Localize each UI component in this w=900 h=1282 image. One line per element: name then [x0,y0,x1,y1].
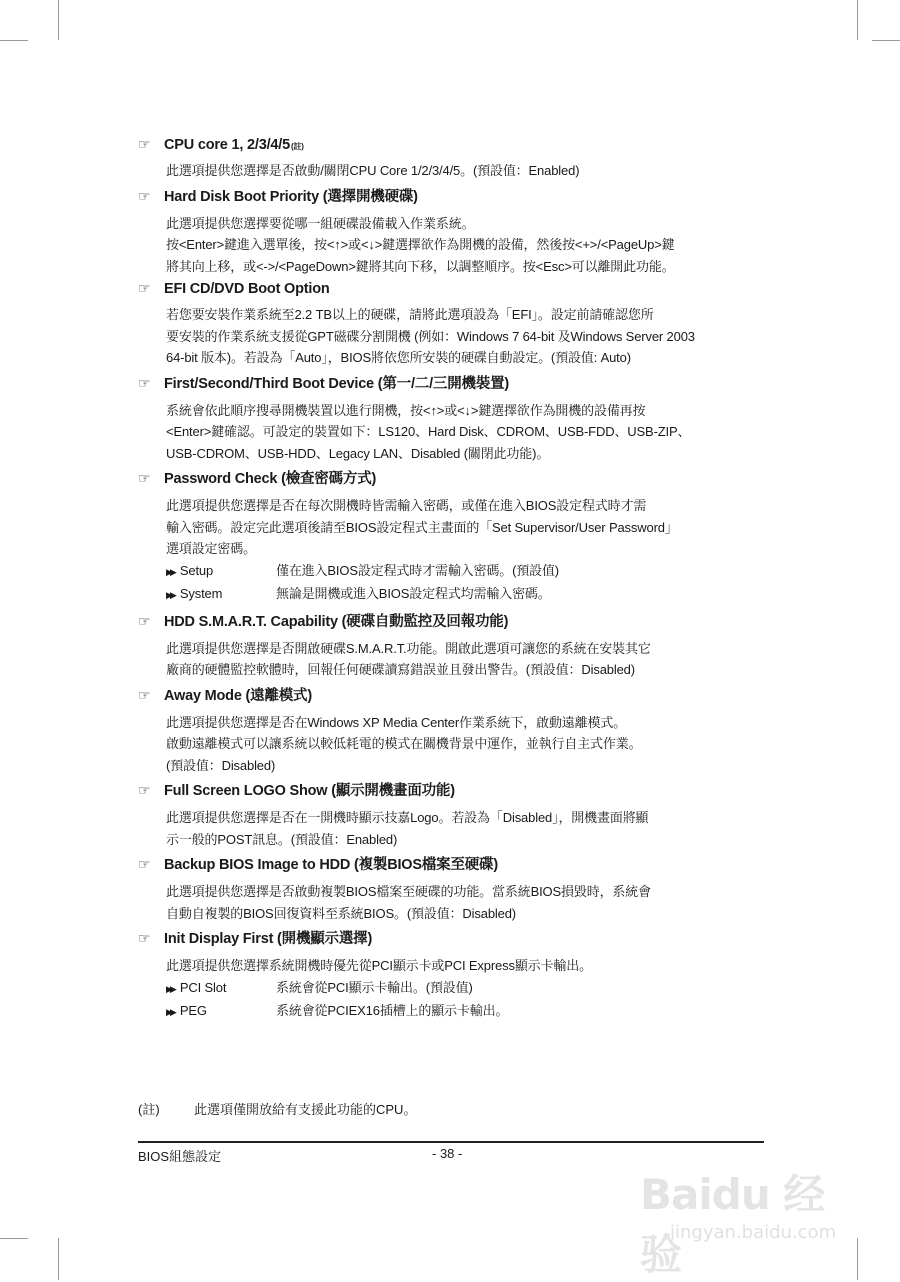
hand-pointer-icon: ☞ [138,280,151,296]
section-title [138,779,768,800]
section-backup-bios [138,853,768,924]
body-line: 自動自複製的BIOS回復資料至系統BIOS。(預設值：Disabled) [166,905,516,921]
body-line: (預設值：Disabled) [166,757,276,773]
section-body [166,807,768,850]
page-number: - 38 - [432,1146,463,1161]
body-line: 若您要安裝作業系統至2.2 TB以上的硬碟，請將此選項設為「EFI」。設定前請確認您所 [166,307,654,322]
footnote-text: 此選項僅開放給有支援此功能的CPU。 [194,1102,417,1117]
double-arrow-icon: ▶▶ [166,1007,174,1017]
section-title-text: Backup BIOS Image to HDD (複製BIOS檔案至硬碟) [164,857,498,873]
hand-pointer-icon: ☞ [138,782,151,798]
option-key-text: System [179,586,223,601]
section-title-text: EFI CD/DVD Boot Option [164,281,330,297]
body-line: 啟動遠離模式可以讓系統以較低耗電的模式在關機背景中運作，並執行自主式作業。 [166,736,642,751]
footnote-ref: (註) [290,142,304,151]
section-body [166,400,768,465]
section-body [166,712,768,777]
body-line: <Enter>鍵確認。可設定的裝置如下：LS120、Hard Disk、CDROM、USB-FDD、USB-ZIP、 [166,424,691,439]
section-title [138,185,768,206]
section-body [166,881,768,924]
section-title-text: Full Screen LOGO Show (顯示開機畫面功能) [164,783,455,799]
option-key [166,977,276,1001]
option-key-text: PCI Slot [179,979,227,995]
body-line: 此選項提供您選擇要從哪一組硬碟設備載入作業系統。 [166,215,475,231]
option-row [166,560,768,584]
section-title-text: HDD S.M.A.R.T. Capability (硬碟自動監控及回報功能) [164,613,509,630]
body-line: 示一般的POST訊息。(預設值：Enabled) [166,831,398,847]
body-line: 此選項提供您選擇是否在一開機時顯示技嘉Logo。若設為「Disabled」，開機畫面將顯 [166,810,649,825]
option-row [166,1000,768,1024]
section-title [138,372,768,393]
hand-pointer-icon: ☞ [138,930,151,946]
section-title-text: First/Second/Third Boot Device (第一/二/三開機裝置) [164,375,510,392]
watermark-logo: Baidu 经验 [640,1170,825,1279]
double-arrow-icon: ▶▶ [166,590,174,600]
option-desc: 系統會從PCIEX16插槽上的顯示卡輸出。 [276,1003,509,1018]
option-key [166,560,276,584]
section-title [138,853,768,874]
option-desc: 無論是開機或進入BIOS設定程式均需輸入密碼。 [276,586,551,601]
section-hdd-smart [138,610,768,681]
section-title [138,927,768,948]
section-hdd-boot-priority [138,185,768,278]
body-line: 此選項提供您選擇是否啟動複製BIOS檔案至硬碟的功能。當系統BIOS損毀時，系統會 [166,884,651,899]
section-body [166,213,768,278]
hand-pointer-icon: ☞ [138,612,151,629]
crop-mark [0,1238,28,1239]
double-arrow-icon: ▶▶ [166,983,174,994]
section-body [166,638,768,681]
hand-pointer-icon: ☞ [138,136,151,152]
crop-mark [58,0,59,40]
body-line: 此選項提供您選擇是否在Windows XP Media Center作業系統下，啟動遠離模式。 [166,714,627,730]
section-title [138,280,768,297]
crop-mark [58,1238,59,1280]
hand-pointer-icon: ☞ [138,470,151,486]
body-line: 廠商的硬體監控軟體時，回報任何硬碟讀寫錯誤並且發出警告。(預設值：Disabled) [166,662,635,677]
body-line: USB-CDROM、USB-HDD、Legacy LAN、Disabled (關閉此功能)。 [166,445,550,461]
body-line: 選項設定密碼。 [166,541,256,556]
crop-mark [872,40,900,41]
section-boot-device [138,372,768,465]
section-title [138,467,768,488]
option-key-text: PEG [179,1003,207,1018]
body-line: 輸入密碼。設定完此選項後請至BIOS設定程式主畫面的「Set Supervisor/User Password」 [166,519,678,535]
section-title [138,610,768,631]
section-title-text: Hard Disk Boot Priority (選擇開機硬碟) [164,188,418,205]
section-away-mode [138,684,768,777]
footnote [138,1099,416,1118]
option-row [166,583,768,607]
body-line: 系統會依此順序搜尋開機裝置以進行開機，按<↑>或<↓>鍵選擇欲作為開機的設備再按 [166,402,646,418]
crop-mark [857,0,858,40]
section-title-text: Password Check (檢查密碼方式) [164,471,377,487]
hand-pointer-icon: ☞ [138,856,151,872]
section-password-check [138,467,768,607]
option-key-text: Setup [179,562,214,578]
section-init-display [138,927,768,1024]
body-line: 要安裝的作業系統支援從GPT磁碟分割開機 (例如：Windows 7 64-bit 及Windows Server 2003 [166,328,695,344]
body-line: 64-bit 版本)。若設為「Auto」，BIOS將依您所安裝的硬碟自動設定。(預設值: Auto) [166,350,631,365]
footer-rule [138,1141,764,1143]
section-body [166,955,768,1024]
section-body [166,304,768,369]
body-line: 此選項提供您選擇是否啟動/關閉CPU Core 1/2/3/4/5。(預設值：Enabled) [166,163,580,178]
option-key [166,583,276,607]
footer-chapter: BIOS組態設定 [138,1149,222,1164]
section-title-text: CPU core 1, 2/3/4/5 [164,137,290,153]
section-cpu-core [138,136,768,182]
section-title-text: Away Mode (遠離模式) [164,687,312,704]
footnote-mark: (註) [138,1102,160,1117]
option-key [166,1000,276,1024]
body-line: 將其向上移，或<->/<PageDown>鍵將其向下移，以調整順序。按<Esc>可以離開此功能。 [166,258,675,274]
body-line: 此選項提供您選擇系統開機時優先從PCI顯示卡或PCI Express顯示卡輸出。 [166,958,592,973]
manual-content [138,136,768,1024]
double-arrow-icon: ▶▶ [166,566,174,577]
body-line: 此選項提供您選擇是否在每次開機時皆需輸入密碼，或僅在進入BIOS設定程式時才需 [166,498,647,513]
section-logo-show [138,779,768,850]
body-line: 按<Enter>鍵進入選單後，按<↑>或<↓>鍵選擇欲作為開機的設備，然後按<+>/<PageUp>鍵 [166,237,675,252]
section-title [138,136,768,153]
hand-pointer-icon: ☞ [138,187,151,204]
hand-pointer-icon: ☞ [138,686,151,703]
option-row [166,977,768,1001]
section-title-text: Init Display First (開機顯示選擇) [164,931,373,947]
section-body [166,495,768,607]
baidu-watermark [640,1148,860,1278]
section-title [138,684,768,705]
watermark-url: jingyan.baidu.com [670,1222,837,1243]
option-desc: 僅在進入BIOS設定程式時才需輸入密碼。(預設值) [276,562,559,578]
option-desc: 系統會從PCI顯示卡輸出。(預設值) [276,979,473,995]
hand-pointer-icon: ☞ [138,374,151,391]
section-efi-boot-option [138,280,768,369]
section-body [166,160,768,182]
body-line: 此選項提供您選擇是否開啟硬碟S.M.A.R.T.功能。開啟此選項可讓您的系統在安裝其它 [166,640,651,656]
crop-mark [0,40,28,41]
